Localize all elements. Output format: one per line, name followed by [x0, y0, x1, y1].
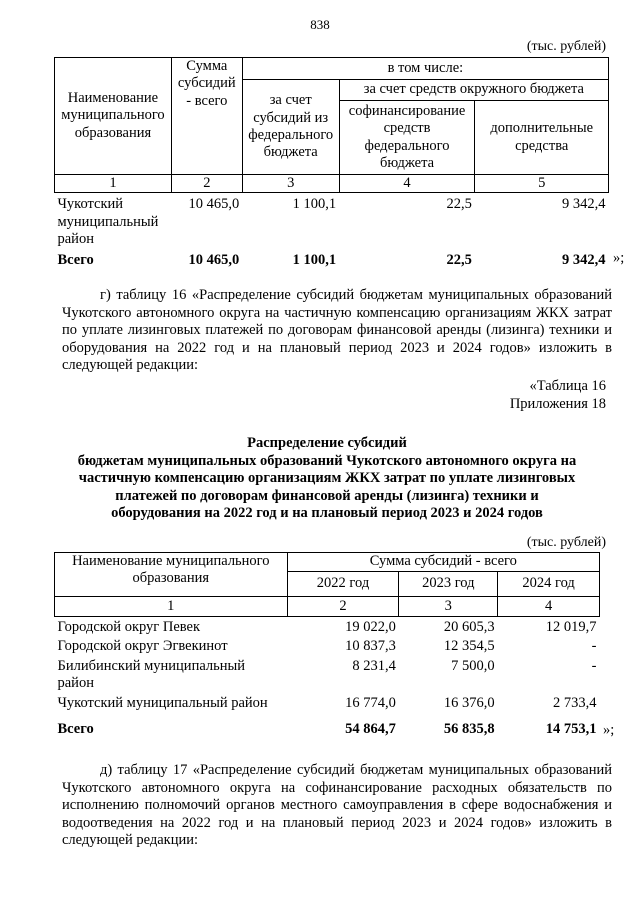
t2-row-2023: 7 500,0 — [451, 657, 495, 674]
page-number: 838 — [310, 17, 330, 32]
t1-total-cofinancing: 22,5 — [446, 251, 472, 268]
t1-header-federal: за счет субсидий из федерального бюджета — [242, 80, 339, 175]
t1-colnum: 2 — [171, 175, 242, 193]
paragraph-d: д) таблицу 17 «Распределение субсидий бюджетам муниципальных образований Чукотского автономного округа на софинансирование расходных обязательств по исполнению полномочий органов местного самоуправления в сфере водоснабжения и водоотведения на 2022 год и на плановый период 2023 и 2024 годов» изложить в следующей редакции: — [62, 762, 612, 849]
t1-colnum: 3 — [242, 175, 339, 193]
title-line: бюджетам муниципальных образований Чукотского автономного округа на — [77, 452, 577, 469]
t2-header-name: Наименование муниципального образования — [55, 553, 288, 597]
t1-total-federal: 1 100,1 — [292, 251, 337, 268]
t2-row-2024: - — [591, 638, 597, 655]
table-row-total — [55, 712, 600, 738]
t2-row-2024: - — [591, 657, 597, 674]
t1-row-total: 10 465,0 — [188, 196, 240, 213]
t1-colnum: 1 — [55, 175, 172, 193]
table2-units: (тыс. рублей) — [526, 535, 606, 550]
title-line: частичную компенсацию организациям ЖКХ затрат по уплате лизинговых — [78, 470, 576, 487]
table-row — [55, 693, 600, 712]
t1-header-cofinancing: софинансирование средств федерального бюджета — [339, 101, 475, 175]
table-ref-line1: «Таблица 16 — [529, 378, 606, 394]
title-line: платежей по договорам финансовой аренды (лизинга) техники и — [115, 487, 539, 504]
table-ref-line2: Приложения 18 — [509, 395, 606, 412]
t2-row-2024: 12 019,7 — [545, 619, 597, 635]
t2-row-2023: 12 354,5 — [443, 638, 495, 655]
t2-header-sum: Сумма субсидий - всего — [287, 553, 599, 572]
table1 — [54, 57, 609, 271]
t2-row-2022: 16 774,0 — [345, 694, 396, 711]
t1-colnum: 5 — [475, 175, 609, 193]
table-row — [55, 193, 609, 249]
table-row — [55, 656, 600, 693]
t1-header-name: Наименование муниципального образования — [55, 58, 172, 175]
t1-total-additional: 9 342,4 — [562, 251, 606, 268]
table-row-total — [55, 249, 609, 271]
t2-total-name: Всего — [57, 720, 94, 737]
t1-colnum: 4 — [339, 175, 475, 193]
t2-colnum: 4 — [498, 597, 600, 617]
title-line: Распределение субсидий — [247, 435, 407, 451]
t2-tail: »; — [603, 722, 615, 738]
t1-header-including: в том числе: — [242, 58, 608, 80]
t2-header-2023: 2023 год — [399, 572, 498, 597]
t2-total-2022: 54 864,7 — [345, 720, 396, 737]
t2-colnum: 2 — [287, 597, 399, 617]
t1-header-additional: дополнительные средства — [475, 101, 609, 175]
t2-row-name: Городской округ Эгвекинот — [57, 638, 228, 655]
t2-row-2022: 10 837,3 — [345, 638, 396, 655]
t2-header-2022: 2022 год — [287, 572, 399, 597]
table-row — [55, 617, 600, 637]
t2-row-2024: 2 733,4 — [553, 694, 597, 711]
t2-row-name: Билибинский муниципальный район — [57, 657, 246, 692]
t2-colnum: 1 — [55, 597, 288, 617]
table-title — [54, 435, 600, 523]
t1-total-name: Всего — [57, 251, 94, 268]
t1-header-total: Сумма субсидий - всего — [171, 58, 242, 175]
t1-row-name: Чукотский муниципальный район — [57, 196, 159, 248]
t2-row-2022: 8 231,4 — [352, 657, 396, 674]
t2-row-2022: 19 022,0 — [345, 619, 396, 635]
table2 — [54, 552, 600, 738]
paragraph-g: г) таблицу 16 «Распределение субсидий бюджетам муниципальных образований Чукотского автономного округа на частичную компенсацию организациям ЖКХ затрат по уплате лизинговых платежей по договорам финансовой аренды (лизинга) техники и оборудования на 2022 год и на плановый период 2023 и 2024 годов» изложить в следующей редакции: — [62, 287, 612, 374]
t2-row-name: Городской округ Певек — [57, 619, 201, 635]
t1-row-cofinancing: 22,5 — [446, 196, 472, 213]
t2-row-2023: 20 605,3 — [443, 619, 495, 635]
t2-total-2023: 56 835,8 — [443, 720, 495, 737]
t1-header-district: за счет средств окружного бюджета — [339, 80, 608, 101]
t1-col-numbers — [55, 175, 609, 193]
table1-units: (тыс. рублей) — [526, 39, 606, 54]
t2-colnum: 3 — [399, 597, 498, 617]
t2-row-name: Чукотский муниципальный район — [57, 694, 268, 711]
t1-tail: »; — [613, 250, 625, 266]
t1-row-additional: 9 342,4 — [562, 196, 606, 213]
t2-total-2024: 14 753,1 — [545, 720, 597, 737]
table-reference — [510, 378, 606, 413]
title-line: оборудования на 2022 год и на плановый период 2023 и 2024 годов — [111, 505, 543, 522]
t1-total-total: 10 465,0 — [188, 251, 240, 268]
t2-header-2024: 2024 год — [498, 572, 600, 597]
t2-row-2023: 16 376,0 — [443, 694, 495, 711]
t1-row-federal: 1 100,1 — [292, 196, 337, 213]
table-row — [55, 636, 600, 655]
t2-col-numbers — [55, 597, 600, 617]
